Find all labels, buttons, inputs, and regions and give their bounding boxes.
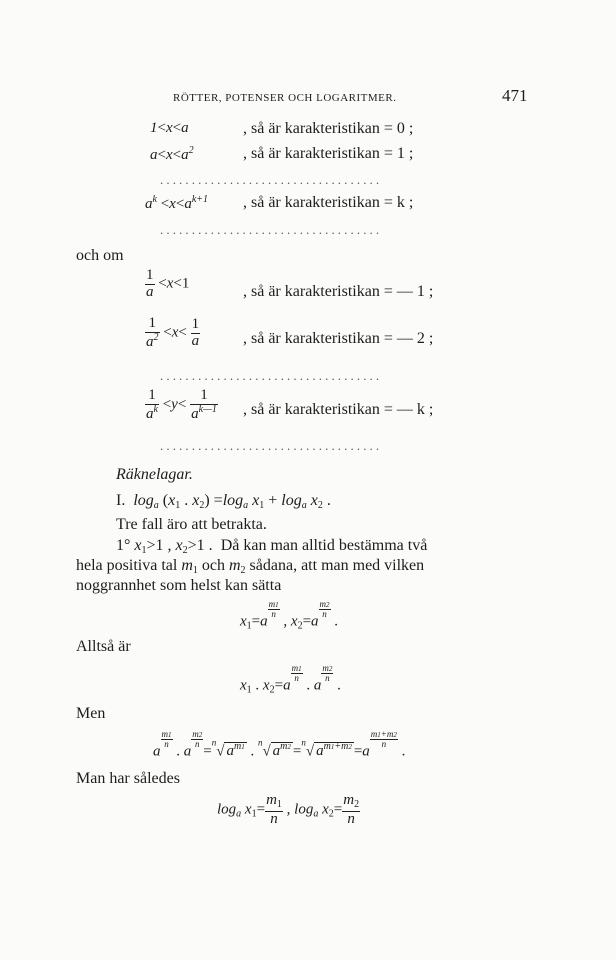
cond-row-2: $a^k <x<a^{k+1}$ [145, 194, 208, 212]
rule-I: I. $\log_a (x_1$ . $x_2) =\log_a$ $x_1 + \log_a x_2$ . [116, 492, 331, 511]
equation-4: $\log_a x_1=$ $\frac{m_1}{n}$ , $\log_a x_2=$ $\frac{m_2}{n}$ [217, 792, 360, 827]
case1-line1-tail: Då kan man alltid bestämma två [220, 537, 428, 554]
man-har: Man har således [76, 770, 180, 787]
char-text-0: , så är karakteristikan = 0 ; [243, 120, 414, 137]
neg-cond-0: $\frac{1}{a}$ <x<1 [146, 267, 190, 300]
tre-fall: Tre fall äro att betrakta. [116, 516, 267, 533]
dots-row: ................................... [160, 368, 383, 383]
cond-row-1: $a<x<a^2$ [150, 145, 194, 163]
cond-row-0: 1<x<a [150, 120, 189, 136]
page-number: 471 [502, 86, 528, 105]
case1-line3: noggrannhet som helst kan sätta [76, 577, 282, 594]
equation-3: a $\frac{m1}{n}$ . a $\frac{m2}{n}$ =$^n$√ $a^{m1}$ . $^n$√ $a^{m2} =^n√$ $a^{m1+m2} =a$ $\frac{m1+m2}{n}$ . [153, 729, 406, 760]
men: Men [76, 705, 106, 722]
neg-cond-2: $\frac{1}{a^k}$ <y< $\frac{1}{a^{k—1}}$ [146, 387, 217, 422]
dots-row: ................................... [160, 172, 383, 187]
dots-row: ................................... [160, 438, 383, 453]
case1-line2: hela positiva tal $m_1$ och $m_2$ sådana, att man med vilken [76, 557, 425, 576]
char-text-2: , så är karakteristikan = k ; [243, 194, 414, 211]
section-title: Räknelagar. [116, 466, 193, 483]
equation-2: $x_1$ . $x_2=a$ $\frac{m1}{n}$ . a $\frac{m2}{n}$ . [240, 663, 341, 696]
neg-cond-1: $\frac{1}{a^2}$ <x< $\frac{1}{a}$ [146, 315, 200, 350]
running-title: RÖTTER, POTENSER OCH LOGARITMER. [173, 92, 397, 104]
neg-text-0: , så är karakteristikan = — 1 ; [243, 283, 434, 300]
char-text-1: , så är karakteristikan = 1 ; [243, 145, 414, 162]
och-om: och om [76, 247, 124, 264]
equation-1: $x_1=a$ $\frac{m1}{n}$ , $x_2=a$ $\frac{m2}{n}$ . [240, 599, 339, 632]
neg-text-1: , så är karakteristikan = — 2 ; [243, 330, 434, 347]
neg-text-2: , så är karakteristikan = — k ; [243, 401, 434, 418]
alltsa: Alltså är [76, 638, 131, 655]
case1-line1: 1° $x_1>1$ , $x_2>1$ . Då kan man alltid bestämma två [116, 537, 428, 556]
dots-row: ................................... [160, 222, 383, 237]
